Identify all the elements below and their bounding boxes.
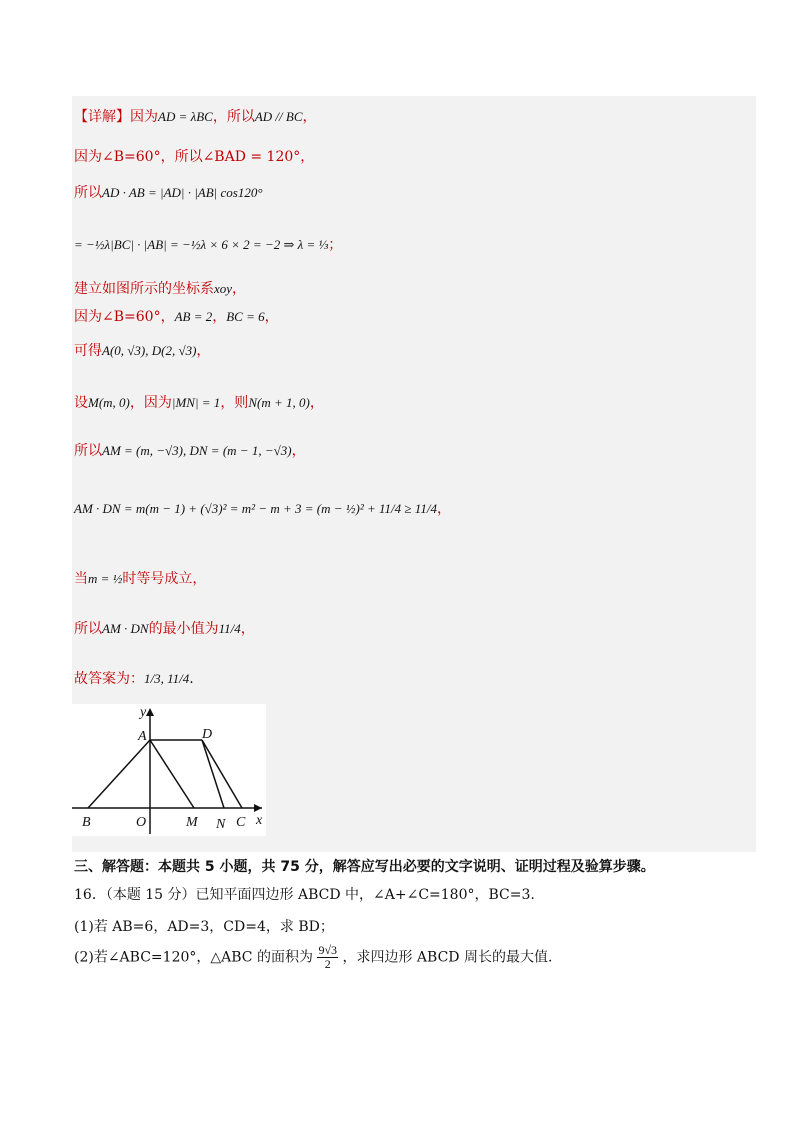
solution-line-3: [74, 184, 263, 202]
punct: ，: [302, 109, 317, 125]
solution-line-8: [74, 394, 324, 412]
punct: ，: [212, 309, 227, 325]
solution-line-2: 因为∠B=60°，所以∠BAD = 120°，: [74, 149, 315, 165]
segment-dc: [202, 740, 242, 808]
text-coordinate-system: 建立如图所示的坐标系: [74, 281, 214, 297]
section-title: 三、解答题：本题共 5 小题，共 75 分，解答应写出必要的文字说明、证明过程及验算步骤。: [74, 859, 655, 875]
area-fraction: [317, 944, 338, 971]
question-16-part-1: (1)若 AB=6，AD=3，CD=4，求 BD；: [74, 919, 334, 935]
label-o: O: [136, 815, 147, 830]
text-because: 因为∠B=60°，: [74, 309, 175, 325]
text-get: 可得: [74, 343, 102, 359]
punct: ，: [232, 281, 247, 297]
text-then: ，则: [220, 395, 249, 411]
punct: ，: [436, 501, 451, 517]
segment-am: [150, 740, 194, 808]
math-mn-1: |MN| = 1: [171, 395, 221, 410]
segment-dn: [202, 740, 224, 808]
segment-ba: [88, 740, 150, 808]
label-n: N: [216, 817, 226, 832]
math-ad-parallel-bc: AD // BC: [254, 109, 303, 124]
y-axis-arrow-icon: [146, 708, 154, 716]
math-am-dot-dn: AM · DN: [102, 621, 149, 636]
coordinate-figure: [72, 704, 266, 836]
text-so: ，所以: [212, 109, 255, 125]
solution-line-4: [74, 236, 342, 254]
math-am-dn-expansion: AM · DN = m(m − 1) + (√3)² = m² − m + 3 = (m − ½)² + 11/4 ≥ 11/4: [74, 501, 437, 516]
label-b: B: [82, 815, 91, 830]
text-so: 所以: [74, 621, 102, 637]
question-16-stem: 16．（本题 15 分）已知平面四边形 ABCD 中，∠A+∠C=180°，BC=3.: [74, 887, 535, 903]
part-2-suffix: ，求四边形 ABCD 周长的最大值.: [342, 949, 553, 966]
solution-line-13: [74, 670, 194, 688]
math-answer-values: 1/3, 11/4: [144, 671, 190, 686]
solution-line-6: [74, 308, 279, 326]
math-lambda-solve: = −½λ|BC| · |AB| = −½λ × 6 × 2 = −2 ⇒ λ = ⅓: [74, 237, 329, 252]
part-2-prefix: (2)若∠ABC=120°，△ABC 的面积为: [74, 949, 313, 966]
label-m: M: [186, 815, 198, 830]
detail-label: 【详解】因为: [74, 109, 158, 125]
math-vector-ad-lambda-bc: AD = λBC: [158, 109, 213, 124]
solution-line-9: [74, 442, 306, 460]
label-c: C: [236, 815, 246, 830]
x-axis-arrow-icon: [254, 804, 262, 812]
math-vectors-am-dn: AM = (m, −√3), DN = (m − 1, −√3): [102, 443, 292, 458]
label-x: x: [256, 813, 263, 828]
solution-line-10: [74, 500, 451, 518]
math-ab-2: AB = 2: [174, 309, 213, 324]
math-eleven-quarters: 11/4: [218, 621, 241, 636]
punct: ，: [196, 343, 211, 359]
question-16-part-2: [74, 944, 552, 971]
text-minimum-value: 的最小值为: [148, 621, 219, 637]
figure-svg: [72, 704, 266, 836]
math-xoy: xoy: [214, 281, 233, 296]
label-y: y: [140, 705, 147, 720]
label-a: A: [138, 729, 147, 744]
punct: ，: [240, 621, 255, 637]
math-point-n: N(m + 1, 0): [248, 395, 310, 410]
fraction-numerator: 9√3: [318, 943, 338, 957]
fraction-denominator: 2: [324, 957, 331, 971]
punct: ，: [309, 395, 324, 411]
solution-line-11: [74, 570, 206, 588]
solution-line-5: [74, 280, 246, 298]
punct: ；: [328, 237, 343, 253]
text-so: 所以: [74, 443, 102, 459]
math-bc-6: BC = 6: [226, 309, 265, 324]
math-dot-product: AD · AB = |AD| · |AB| cos120°: [102, 185, 263, 200]
punct: ，: [291, 443, 306, 459]
text-equality-holds: 时等号成立，: [122, 571, 207, 587]
solution-line-7: [74, 342, 210, 360]
text-answer: 故答案为：: [74, 671, 144, 687]
math-points-a-d: A(0, √3), D(2, √3): [102, 343, 197, 358]
math-m-half: m = ½: [88, 571, 123, 586]
solution-line-1: [74, 108, 317, 126]
text-let: 设: [74, 395, 88, 411]
label-d: D: [202, 727, 213, 742]
text-when: 当: [74, 571, 88, 587]
text-so: 所以: [74, 185, 102, 201]
punct: ，: [264, 309, 279, 325]
solution-line-12: [74, 620, 255, 638]
text-because: ，因为: [129, 395, 172, 411]
math-point-m: M(m, 0): [88, 395, 130, 410]
punct: .: [189, 671, 194, 687]
